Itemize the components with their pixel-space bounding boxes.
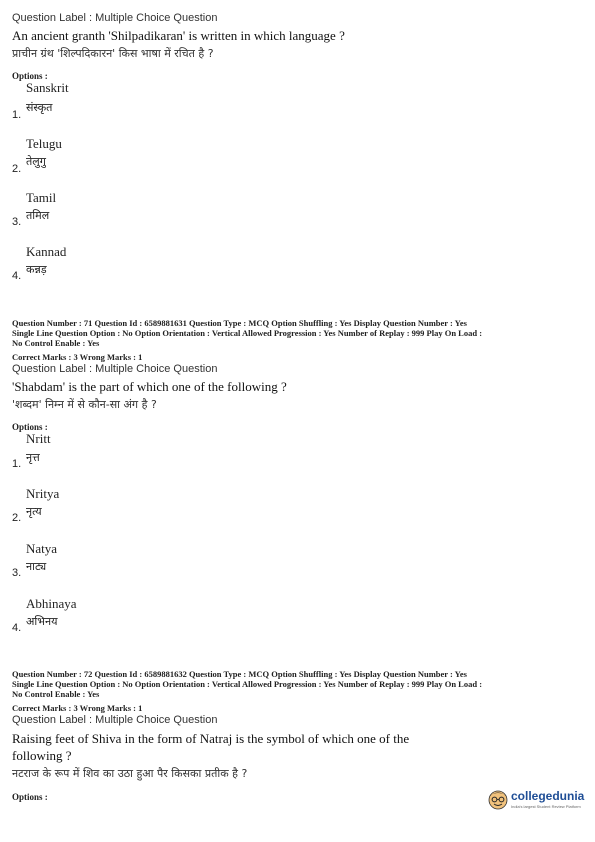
option-1-number: 1.: [12, 458, 22, 470]
question-text-en: [12, 730, 572, 764]
option-3-hi: नाट्य: [26, 560, 47, 573]
option-1-number: 1.: [12, 109, 22, 121]
question-text-hi: नटराज के रूप में शिव का उठा हुआ पैर किसका प्रतीक है ?: [12, 767, 248, 780]
options-heading: Options :: [12, 422, 48, 432]
marks-info: Correct Marks : 3 Wrong Marks : 1: [12, 703, 143, 713]
question-label: Question Label : Multiple Choice Question: [12, 363, 218, 375]
option-4-number: 4.: [12, 270, 22, 282]
option-2-en: Telugu: [26, 136, 62, 151]
question-meta: [12, 669, 587, 699]
question-text-en: 'Shabdam' is the part of which one of the following ?: [12, 379, 287, 394]
mascot-icon: [487, 788, 509, 810]
meta-line: Single Line Question Option : No Option Orientation : Vertical Allowed Progression : Yes Number of Replay : 999 Play On Load :: [12, 679, 483, 689]
question-line: Raising feet of Shiva in the form of Natraj is the symbol of which one of the: [12, 731, 410, 746]
option-2-number: 2.: [12, 163, 22, 175]
question-line: following ?: [12, 748, 72, 763]
question-label: Question Label : Multiple Choice Question: [12, 714, 218, 726]
meta-line: No Control Enable : Yes: [12, 338, 100, 348]
option-4-en: Kannad: [26, 244, 67, 259]
option-1-en: Nritt: [26, 431, 51, 446]
option-3-number: 3.: [12, 216, 22, 228]
meta-line: Question Number : 71 Question Id : 6589881631 Question Type : MCQ Option Shuffling : Yes Display Question Number : Yes: [12, 318, 467, 328]
option-3-en: Tamil: [26, 190, 57, 205]
question-text-en: An ancient granth 'Shilpadikaran' is written in which language ?: [12, 28, 345, 43]
logo-wordmark: collegedunia: [511, 789, 585, 803]
options-heading: Options :: [12, 792, 48, 802]
meta-line: Single Line Question Option : No Option Orientation : Vertical Allowed Progression : Yes Number of Replay : 999 Play On Load :: [12, 328, 483, 338]
option-2-number: 2.: [12, 512, 22, 524]
marks-info: Correct Marks : 3 Wrong Marks : 1: [12, 352, 143, 362]
option-2-hi: नृत्य: [26, 505, 42, 518]
option-3-hi: तमिल: [26, 209, 50, 222]
option-4-number: 4.: [12, 622, 22, 634]
option-1-hi: संस्कृत: [26, 101, 53, 114]
meta-line: Question Number : 72 Question Id : 6589881632 Question Type : MCQ Option Shuffling : Yes Display Question Number : Yes: [12, 669, 467, 679]
question-text-hi: 'शब्दम' निम्न में से कौन-सा अंग है ?: [12, 398, 157, 411]
question-meta: [12, 318, 587, 348]
meta-line: No Control Enable : Yes: [12, 689, 100, 699]
option-2-en: Nritya: [26, 486, 60, 501]
question-text-hi: प्राचीन ग्रंथ 'शिल्पदिकारन' किस भाषा में रचित है ?: [12, 47, 214, 60]
collegedunia-logo: [487, 786, 583, 814]
option-4-hi: अभिनय: [26, 615, 58, 628]
option-4-en: Abhinaya: [26, 596, 77, 611]
option-1-en: Sanskrit: [26, 80, 69, 95]
question-label: Question Label : Multiple Choice Question: [12, 12, 218, 24]
options-heading: Options :: [12, 71, 48, 81]
option-4-hi: कन्नड़: [26, 263, 47, 276]
option-1-hi: नृत्त: [26, 451, 40, 464]
option-3-en: Natya: [26, 541, 58, 556]
option-3-number: 3.: [12, 567, 22, 579]
option-2-hi: तेलुगु: [26, 155, 46, 168]
logo-tagline: India's largest Student Review Platform: [511, 804, 581, 809]
